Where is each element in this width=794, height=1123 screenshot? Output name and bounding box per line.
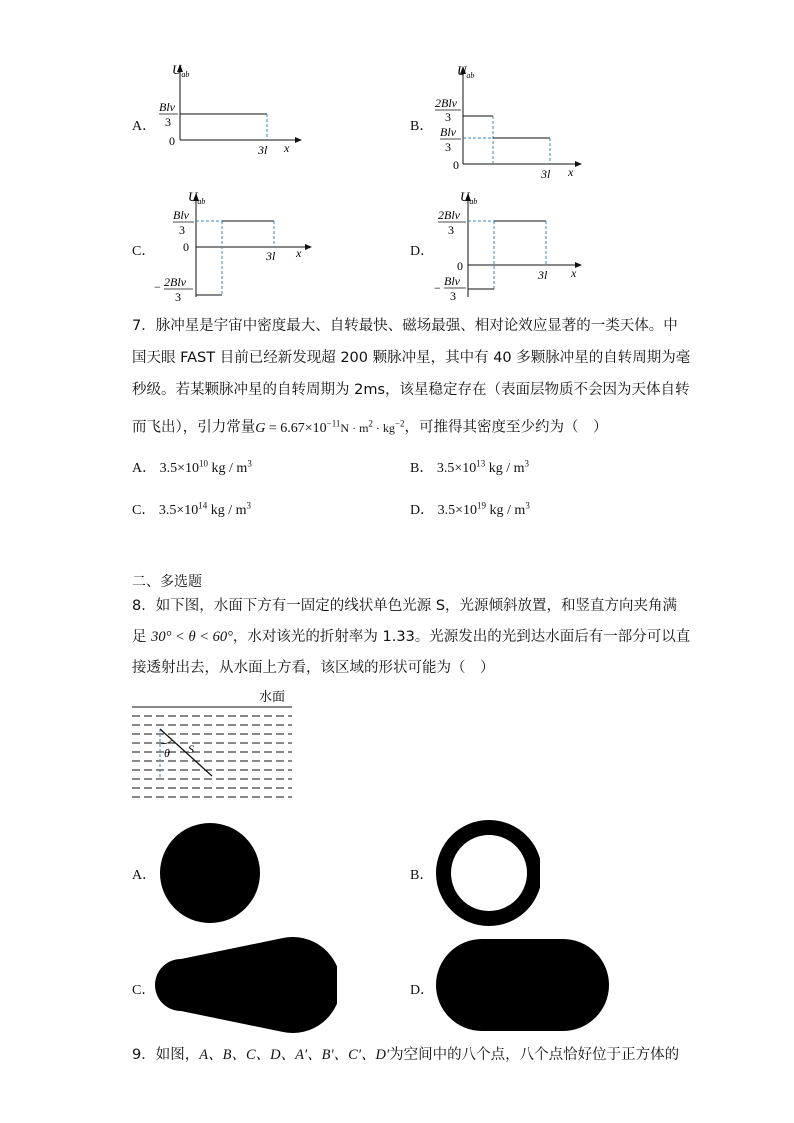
filled-circle	[160, 823, 260, 923]
x-axis-label: x	[284, 141, 290, 155]
level-num: Blv	[159, 100, 175, 114]
q6-graph-c	[150, 185, 315, 310]
x-tick-label: 3l	[258, 143, 268, 157]
q8-angle-range: 30° < θ < 60°	[151, 629, 233, 645]
q6-option-a-label: A．	[132, 119, 157, 134]
q7-line-3: 秒级。若某颗脉冲星的自转周期为 2ms，该星稳定存在（表面层物质不会因为天体自转	[132, 382, 690, 398]
x-axis-arrow	[575, 161, 582, 167]
water-dashes	[132, 707, 292, 797]
x-axis-arrow	[305, 244, 312, 250]
q7-line-2: 国天眼 FAST 目前已经新发现超 200 颗脉冲星，其中有 40 多颗脉冲星的自转周期为毫	[132, 350, 691, 366]
q8-option-d-shape[interactable]	[436, 937, 611, 1033]
q8-option-a-label: A．	[132, 868, 157, 883]
y-axis-label: $U_{ab}$	[188, 189, 206, 206]
x-axis-label: x	[571, 266, 577, 280]
q6-graph-d	[430, 185, 595, 310]
theta-label: θ	[164, 746, 170, 760]
stadium-shape	[436, 939, 609, 1031]
neg-num: 2Blv	[164, 275, 186, 289]
q6-option-b-label: B．	[410, 119, 434, 134]
x-tick-label: 3l	[266, 249, 276, 263]
q8-option-a-shape[interactable]	[155, 823, 265, 927]
q6-graph-b	[430, 58, 595, 183]
level-den: 3	[165, 115, 171, 129]
q8-option-b-shape[interactable]	[436, 820, 542, 926]
neg-sign: −	[434, 281, 441, 295]
q7-option-d[interactable]: D． $3.5\times 10^{19}$ kg / $m^3$	[410, 500, 530, 518]
section-title-multiple-choice: 二、多选题	[132, 574, 202, 590]
q8-option-b-label: B．	[410, 868, 434, 883]
q8-option-c-shape[interactable]	[155, 935, 337, 1035]
y-axis-label: $U_{ab}$	[460, 189, 478, 206]
q7-line-4-text-a: 而飞出），引力常量	[132, 419, 256, 436]
q9-line-1: 9．如图，A、B、C、D、A′、B′、C′、D′为空间中的八个点，八个点恰好位于正方体的	[132, 1047, 680, 1063]
origin-label: 0	[183, 240, 189, 254]
origin-label: 0	[453, 158, 459, 172]
high-den: 3	[448, 223, 454, 237]
origin-label: 0	[169, 134, 175, 148]
high-den: 3	[179, 223, 185, 237]
high-num: 2Blv	[435, 96, 457, 110]
x-axis-arrow	[295, 137, 302, 143]
neg-den: 3	[450, 289, 456, 303]
q7-line-4	[132, 413, 608, 439]
tapered-shape	[155, 937, 337, 1033]
x-tick-label: 3l	[541, 167, 551, 181]
q8-line-1: 8．如下图，水面下方有一固定的线状单色光源 S，光源倾斜放置，和竖直方向夹角满	[132, 598, 678, 614]
q7-option-a[interactable]: A． $3.5\times 10^{10}$ kg / $m^3$	[132, 458, 252, 476]
q8-line-3: 接透射出去，从水面上方看，该区域的形状可能为（ ）	[132, 660, 495, 676]
q7-option-b[interactable]: B． $3.5\times 10^{13}$ kg / $m^3$	[410, 458, 530, 476]
high-den: 3	[445, 110, 451, 124]
q8-option-c-label: C．	[132, 983, 156, 998]
x-axis-label: x	[568, 165, 574, 179]
q6-option-c-label: C．	[132, 244, 156, 259]
neg-num: Blv	[444, 274, 460, 288]
q8-option-d-label: D．	[410, 983, 435, 998]
q6-graph-a	[150, 58, 310, 158]
q7-gravity-constant: $G = 6.67\times 10^{-11}N \cdot m^2 \cdot kg^{-2}$	[255, 418, 405, 436]
q7-line-1: 7．脉冲星是宇宙中密度最大、自转最快、磁场最强、相对论效应显著的一类天体。中	[132, 318, 678, 334]
neg-sign: −	[154, 280, 161, 294]
y-axis-label: $U_{ab}$	[172, 62, 190, 79]
low-num: Blv	[440, 125, 456, 139]
q8-line-2: 足 30° < θ < 60°，水对该光的折射率为 1.33。光源发出的光到达水面后有一部分可以直	[132, 629, 691, 645]
x-tick-label: 3l	[538, 268, 548, 282]
q9-points: A、B、C、D、A′、B′、C′、D′	[199, 1047, 390, 1063]
high-num: Blv	[173, 208, 189, 222]
q8-water-figure	[132, 685, 297, 807]
water-surface-label: 水面	[259, 689, 286, 704]
x-axis-label: x	[296, 246, 302, 260]
y-axis-label: $U_{ab}$	[457, 63, 475, 80]
q7-option-c[interactable]: C． $3.5\times 10^{14}$ kg / $m^3$	[132, 500, 252, 518]
high-num: 2Blv	[438, 208, 460, 222]
origin-label: 0	[457, 259, 463, 273]
low-den: 3	[445, 140, 451, 154]
neg-den: 3	[175, 290, 181, 304]
q7-line-4-text-b: ，可推得其密度至少约为（ ）	[404, 419, 608, 436]
source-label: S	[188, 742, 194, 756]
ring-inner	[451, 835, 527, 911]
q6-option-d-label: D．	[410, 244, 435, 259]
